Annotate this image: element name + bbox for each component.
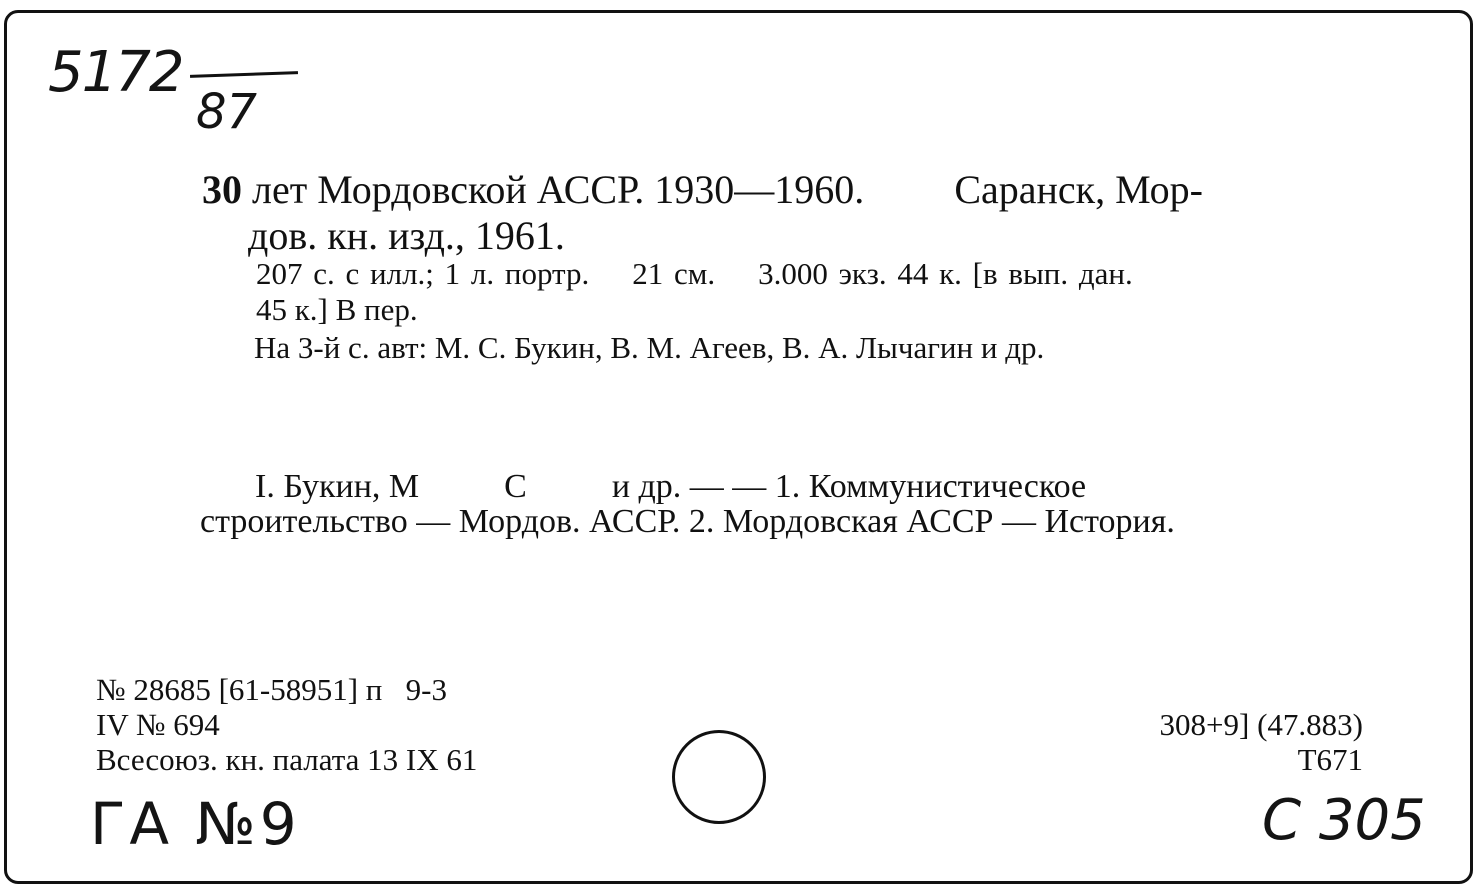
tracing-line-1: I. Букин, М С и др. — — 1. Коммунистическое <box>255 468 1087 505</box>
handwritten-location-left: ГА №9 <box>90 790 301 858</box>
physical-description-cont: 45 к.] В пер. <box>256 292 418 327</box>
call-number-bottom: 87 <box>196 84 258 140</box>
handwritten-location-right: С 305 <box>1262 788 1426 853</box>
title-text: лет Мордовской АССР. 1930—1960. <box>252 167 865 212</box>
classification-code: 308+9] (47.883) <box>1159 707 1363 742</box>
title-number: 30 <box>202 167 242 212</box>
author-mark: Т671 <box>1297 742 1363 777</box>
registry-volume: IV № 694 <box>96 707 220 742</box>
title-line <box>202 166 1203 213</box>
call-number-top: 5172 <box>48 40 183 105</box>
physical-description: 207 с. с илл.; 1 л. портр. 21 см. 3.000 экз. 44 к. [в вып. дан. <box>256 256 1133 291</box>
registry-chamber: Всесоюз. кн. палата 13 IX 61 <box>96 742 478 777</box>
card-punch-hole <box>672 730 766 824</box>
registry-number: № 28685 [61-58951] п 9-3 <box>96 672 447 707</box>
publisher-line: дов. кн. изд., 1961. <box>248 213 565 258</box>
authors-note: На 3-й с. авт: М. С. Букин, В. М. Агеев, В. А. Лычагин и др. <box>254 330 1045 365</box>
publication-place: Саранск, Мор- <box>954 167 1203 212</box>
tracing-line-2: строительство — Мордов. АССР. 2. Мордовская АССР — История. <box>200 503 1175 540</box>
